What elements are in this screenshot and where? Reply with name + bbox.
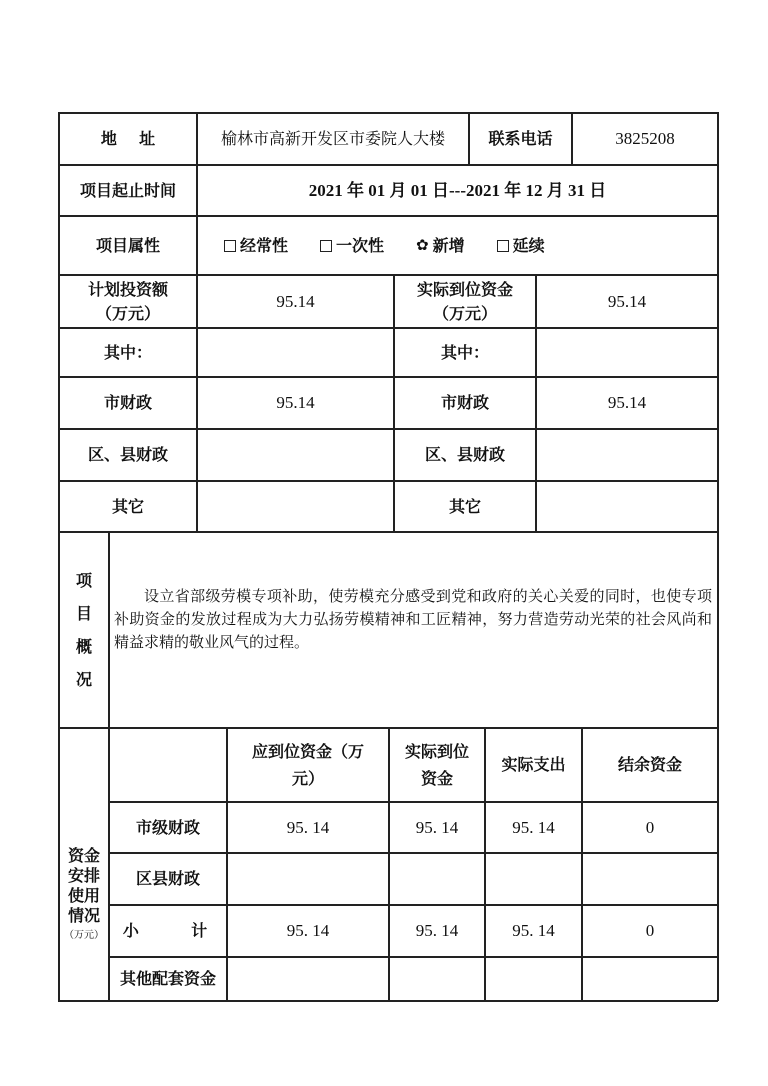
option-label: 一次性 <box>336 235 385 255</box>
funds-row-spent: 95. 14 <box>512 921 555 941</box>
phone-value: 3825208 <box>615 129 675 149</box>
funds-row-balance: 0 <box>645 817 655 837</box>
overview-label-char: 项 <box>75 570 92 590</box>
header-actual-line2: 资金 <box>420 769 453 788</box>
period-value: 2021 年 01 月 01 日---2021 年 12 月 31 日 <box>308 180 607 200</box>
actual-funds-value: 95.14 <box>607 291 647 311</box>
other-label-left: 其它 <box>111 496 144 516</box>
option-recurring[interactable] <box>224 234 288 258</box>
overview-label <box>60 533 108 727</box>
actual-label-line2: （万元） <box>432 303 497 323</box>
address-value: 榆林市高新开发区市委院人大楼 <box>220 129 445 148</box>
funds-row-spent: 95. 14 <box>512 817 555 837</box>
option-continuing[interactable] <box>497 234 545 258</box>
city-finance-label-left: 市财政 <box>103 393 152 412</box>
funds-row-label: 区县财政 <box>135 869 200 888</box>
funds-side-line: 资金 <box>67 846 100 866</box>
overview-text: 设立省部级劳模专项补助，使劳模充分感受到党和政府的关心关爱的同时，也使专项补助资金的发放过程成为大力弘扬劳模精神和工匠精神，努力营造劳动光荣的社会风尚和精益求精的敬业风气的过程。 <box>114 587 712 651</box>
box-icon <box>497 240 509 252</box>
option-new[interactable] <box>416 234 465 258</box>
overview-label-char: 目 <box>75 603 92 623</box>
funds-row-due: 95. 14 <box>286 921 330 941</box>
header-due-line2: 元） <box>291 769 324 788</box>
rule-bottom <box>58 1000 718 1002</box>
actual-label-line1: 实际到位资金 <box>416 279 513 299</box>
city-finance-actual: 95.14 <box>607 393 647 413</box>
funds-row-actual: 95. 14 <box>415 817 459 837</box>
other-label-right: 其它 <box>448 496 481 516</box>
funds-unit: （万元） <box>64 930 104 942</box>
funds-side-line: 情况 <box>67 906 100 926</box>
district-finance-label-right: 区、县财政 <box>424 445 505 464</box>
funds-row-label: 其他配套资金 <box>119 969 216 988</box>
city-finance-label-right: 市财政 <box>440 393 489 412</box>
funds-side-line: 使用 <box>67 886 100 906</box>
funds-row-actual: 95. 14 <box>415 921 459 941</box>
plan-investment-label <box>60 276 196 327</box>
overview-label-char: 况 <box>75 670 92 690</box>
rule-overview-v1 <box>108 531 110 727</box>
attributes-label: 项目属性 <box>95 235 160 255</box>
header-actual-spent: 实际支出 <box>501 755 566 774</box>
box-icon <box>320 240 332 252</box>
funds-side-label <box>60 729 108 1000</box>
attributes-options <box>198 217 717 274</box>
among-label-left: 其中： <box>103 342 152 362</box>
period-label: 项目起止时间 <box>79 180 176 200</box>
header-actual-line1: 实际到位 <box>404 741 469 761</box>
header-balance: 结余资金 <box>617 755 682 774</box>
funds-row-label: 市级财政 <box>135 817 200 837</box>
option-one-time[interactable] <box>320 234 384 258</box>
header-due-funds <box>228 729 388 801</box>
address-label: 地 址 <box>100 129 156 148</box>
district-finance-label-left: 区、县财政 <box>87 445 168 464</box>
star-icon: ✿ <box>416 236 429 255</box>
plan-investment-value: 95.14 <box>276 291 315 311</box>
option-label: 新增 <box>432 235 465 255</box>
among-label-right: 其中： <box>440 342 489 362</box>
funds-row-label: 小 计 <box>122 921 214 940</box>
plan-label-line2: （万元） <box>95 303 160 323</box>
rule-right <box>717 112 719 1001</box>
option-label: 经常性 <box>240 235 289 255</box>
plan-label-line1: 计划投资额 <box>87 279 168 299</box>
phone-label: 联系电话 <box>488 129 553 148</box>
box-icon <box>224 240 236 252</box>
city-finance-plan: 95.14 <box>276 393 315 413</box>
funds-row-due: 95. 14 <box>286 817 330 837</box>
header-due-line1: 应到位资金（万 <box>251 741 364 761</box>
rule-other-bottom <box>58 531 718 533</box>
overview-label-char: 概 <box>75 637 92 656</box>
funds-side-line: 安排 <box>67 866 100 886</box>
funds-row-balance: 0 <box>645 921 655 941</box>
option-label: 延续 <box>512 235 545 255</box>
header-actual-funds <box>390 729 484 801</box>
actual-funds-label <box>395 276 535 327</box>
